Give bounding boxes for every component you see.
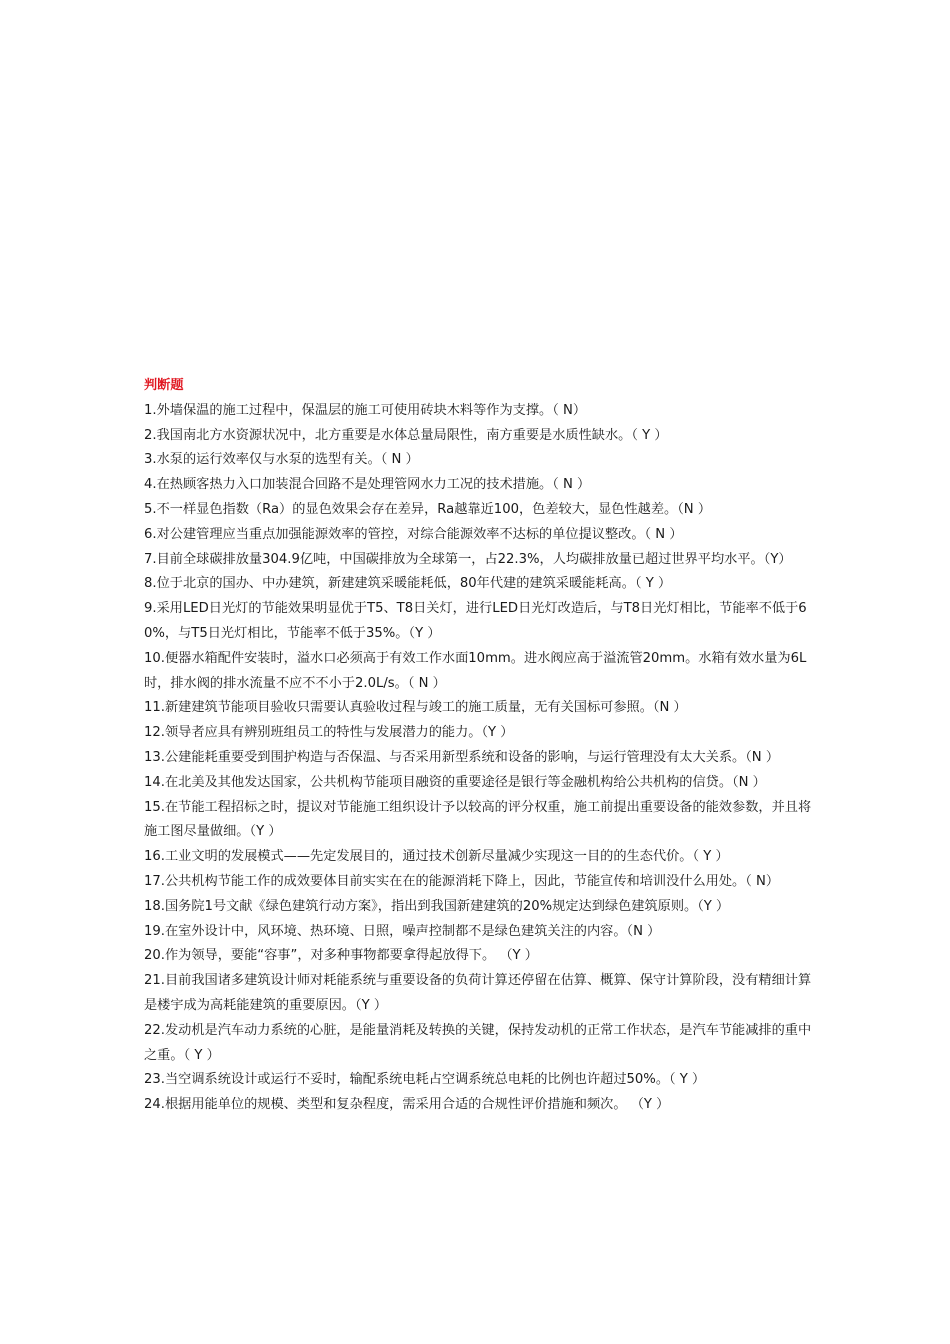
true-false-question-list (144, 399, 812, 1118)
question-item: 6.对公建管理应当重点加强能源效率的管控，对综合能源效率不达标的单位提议整改。（ N ） (144, 526, 683, 542)
question-item: 15.在节能工程招标之时，提议对节能施工组织设计予以较高的评分权重，施工前提出重要设备的能效参数，并且将施工图尽量做细。（Y ） (144, 799, 812, 840)
question-item: 11.新建建筑节能项目验收只需要认真验收过程与竣工的施工质量，无有关国标可参照。（N ） (144, 700, 687, 716)
section-heading: 判断题 (144, 378, 184, 393)
question-item: 10.便器水箱配件安装时，溢水口必须高于有效工作水面10mm。进水阀应高于溢流管20mm。水箱有效水量为6L时，排水阀的排水流量不应不不小于2.0L/s。（ N ） (144, 650, 807, 691)
question-item: 17.公共机构节能工作的成效要体目前实实在在的能源消耗下降上，因此，节能宣传和培训没什么用处。（ N） (144, 873, 780, 889)
question-item: 21.目前我国诸多建筑设计师对耗能系统与重要设备的负荷计算还停留在估算、概算、保守计算阶段，没有精细计算是楼宇成为高耗能建筑的重要原因。（Y ） (144, 973, 812, 1013)
question-item: 1.外墙保温的施工过程中，保温层的施工可使用砖块木料等作为支撑。（ N） (144, 402, 587, 418)
question-item: 20.作为领导，要能“容事”，对多种事物都要拿得起放得下。 （Y ） (144, 948, 538, 964)
question-item: 18.国务院1号文献《绿色建筑行动方案》，指出到我国新建建筑的20%规定达到绿色建筑原则。（Y ） (144, 898, 730, 914)
question-item: 16.工业文明的发展模式——先定发展目的，通过技术创新尽量减少实现这一目的的生态代价。（ Y ） (144, 849, 729, 865)
question-item: 5.不一样显色指数（Ra）的显色效果会存在差异，Ra越靠近100，色差较大，显色性越差。（N ） (144, 501, 712, 517)
question-item: 24.根据用能单位的规模、类型和复杂程度，需采用合适的合规性评价措施和频次。 （Y ） (144, 1097, 670, 1113)
question-item: 23.当空调系统设计或运行不妥时，输配系统电耗占空调系统总电耗的比例也许超过50%。（ Y ） (144, 1072, 706, 1088)
document-content (144, 374, 812, 1118)
question-item: 7.目前全球碳排放量304.9亿吨，中国碳排放为全球第一，占22.3%，人均碳排放量已超过世界平均水平。（Y） (144, 551, 792, 567)
question-item: 13.公建能耗重要受到围护构造与否保温、与否采用新型系统和设备的影响，与运行管理没有太大关系。（N ） (144, 749, 780, 765)
question-item: 8.位于北京的国办、中办建筑，新建建筑采暖能耗低，80年代建的建筑采暖能耗高。（ Y ） (144, 576, 672, 592)
question-item: 22.发动机是汽车动力系统的心脏，是能量消耗及转换的关键，保持发动机的正常工作状态，是汽车节能减排的重中之重。（ Y ） (144, 1022, 812, 1063)
question-item: 3.水泵的运行效率仅与水泵的选型有关。（ N ） (144, 452, 419, 468)
question-item: 12.领导者应具有辨别班组员工的特性与发展潜力的能力。（Y ） (144, 725, 514, 741)
question-item: 4.在热顾客热力入口加装混合回路不是处理管网水力工况的技术措施。（ N ） (144, 477, 591, 493)
question-item: 2.我国南北方水资源状况中，北方重要是水体总量局限性，南方重要是水质性缺水。（ Y ） (144, 427, 668, 443)
question-item: 14.在北美及其他发达国家，公共机构节能项目融资的重要途径是银行等金融机构给公共机构的信贷。（N ） (144, 774, 766, 790)
question-item: 9.采用LED日光灯的节能效果明显优于T5、T8日关灯，进行LED日光灯改造后，与T8日光灯相比，节能率不低于60%，与T5日光灯相比，节能率不低于35%。（Y ） (144, 601, 807, 641)
question-item: 19.在室外设计中，风环境、热环境、日照，噪声控制都不是绿色建筑关注的内容。（N ） (144, 923, 661, 939)
